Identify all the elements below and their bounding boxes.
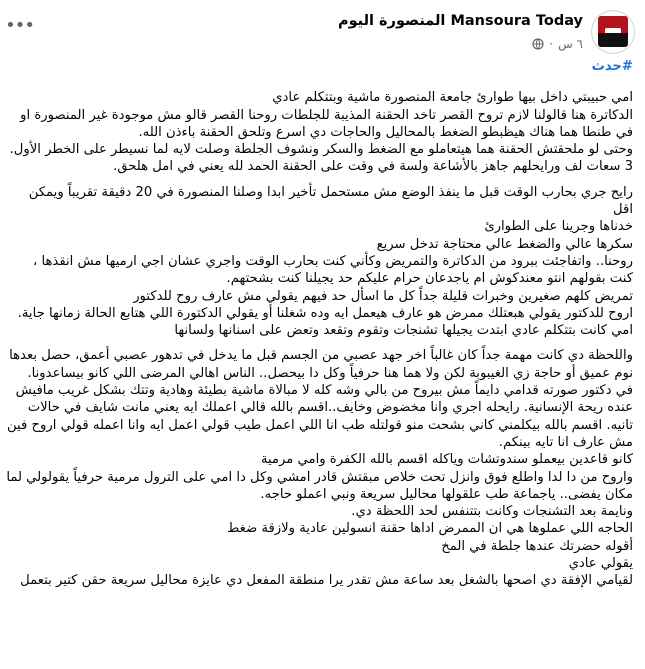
page-avatar[interactable] — [591, 10, 635, 54]
post-paragraph-11: امي كانت بتتكلم عادي ابتدت يجيلها تشنجات وتقوم وتقعد وتعض على اسنانها ولسانها — [174, 323, 633, 339]
meta-separator: · — [549, 37, 554, 51]
post-paragraph-1: امي حبيبتي داخل بيها طوارئ جامعة المنصورة ماشية وبتتكلم عادي — [272, 90, 633, 106]
post-paragraph-7: سكرها عالي والضغط عالي محتاجة تدخل سريع — [376, 236, 633, 252]
post-paragraph-19: يقولي عادي — [568, 556, 633, 572]
post-body — [6, 58, 633, 590]
avatar-logo-black — [598, 33, 628, 47]
post-paragraph-14: كانو قاعدين بيعملو سندوتشات وياكله اقسم بالله الكفرة وامي مرمية — [260, 452, 633, 468]
post-header — [5, 8, 635, 56]
post-paragraph-4: 3 سعات لف ورايحلهم جاهز بالأشاعة ولسة في وقت على الحقنة الحمد لله يعني في امل هلحق. — [113, 159, 633, 175]
globe-icon — [532, 38, 544, 50]
post-paragraph-16: ونايمة بعد التشنجات وكانت بتتنفس لحد اللحظة دي. — [351, 504, 633, 520]
more-options-button[interactable]: ••• — [5, 15, 34, 36]
post-paragraph-9: تمريض كلهم صغيرين وخبرات قليلة جداً كل ما اسأل حد فيهم يقولي مش عارف روح للدكتور — [133, 288, 633, 304]
post-time[interactable]: ٦ س — [558, 37, 583, 51]
post-paragraph-10: اروح للدكتور يقولي هبعتلك ممرض هو عارف هيعمل ايه وده شغلنا أو يقولي الدكتورة اللي هتابع الحالة زمانها جاية. — [17, 305, 633, 321]
post-paragraph-17: الحاجه اللي عملوها هي ان الممرض اداها حقنة انسولين عادية ولازقة ضغط — [227, 521, 633, 537]
post-paragraph-8: روحنا.. واتفاجئت ببرود من الدكاترة والتمريض وكأني كنت بحارب الوقت واجري عشان اجي ارميها مش انقذها ، كنت بقولهم انتو معندكوش ام ياجدعان حرام عليكم حد يجيلنا كنت بشحتهم. — [33, 253, 633, 287]
post-paragraph-6: خدناها وجرينا على الطوارئ — [484, 219, 633, 235]
post-paragraph-15: واروح من دا لدا واطلع فوق وانزل تحت خلاص مبقتش قادر امشي وكل دا امي على الترول مرمية حرفياً يقولولي لما مكان يفضى.. ياجماعة طب علقولها محاليل سريعة ونبي اعملو حاجه. — [6, 469, 633, 502]
post-paragraph-20: لقيامي الإفقة دي اصحها بالشغل بعد ساعة مش تقدر يرا منطقة المفعل دي عايزة محاليل سريعة حقن كتير بتعمل — [20, 573, 633, 589]
post-paragraph-3: وحتى لو ملحقتش الحقنة هما هيتعاملو مع الضغط والسكر ونشوف الجلطة وصلت لايه لما نسيطر على الخطر الأول. — [9, 142, 633, 158]
page-name-link[interactable]: Mansoura Today المنصورة اليوم — [337, 13, 583, 29]
post-meta — [532, 37, 583, 51]
hashtag-link[interactable]: #حدث — [591, 59, 633, 74]
post-paragraph-13: في دكتور صورته قدامي دايماً مش بيروح من بالي وشه كله لا مبالاة ماشية بطيئة وهادية وتتك بشكل غريب مافيش عنده ريحة الإنسانية. رايحله اجري وانا مخضوض وخايف..اقسم بالله قالي اعملك ايه يعني مانت شايف في حالات تانيه. اقسم بالله بيكلمني كاني بشحت منو قولتله طب انا اللي اعمل طيب قولي اعمل ايه وانا اعمله قولي اروح فين مش عارف انا تايه بينكم. — [6, 383, 633, 450]
post-paragraph-2: الدكاترة هنا قالولنا لازم تروح القصر تاخد الحقنة المذيبة للجلطات روحنا القصر قالو مش موجودة غير المنصورة او في طنطا هما هناك هيظبطو الضغط بالمحاليل والحاجات دي اسرع وتلحق الحقنة باءذن الله. — [20, 107, 633, 140]
post-paragraph-18: أقوله حضرتك عندها جلطة في المخ — [441, 538, 633, 554]
post-paragraph-12: واللحظة دي كانت مهمة جداً كان غالباً اخر جهد عصبي من الجسم قبل ما يدخل في تدهور عصبي أعمق، حصل بعدها نوم عميق أو حاجة زي الغيبوبة لكن ولا هما هنا حرفياً وكل دا بيحصل.. الناس اهالي المرضى اللي كانو بيساعدونا. — [9, 348, 633, 381]
post-paragraph-5: رايح جري بحارب الوقت قبل ما ينفذ الوضع مش مستحمل تأخير ابدا وصلنا المنصورة في 20 دقيقة تقريباً ويمكن اقل — [28, 184, 633, 218]
